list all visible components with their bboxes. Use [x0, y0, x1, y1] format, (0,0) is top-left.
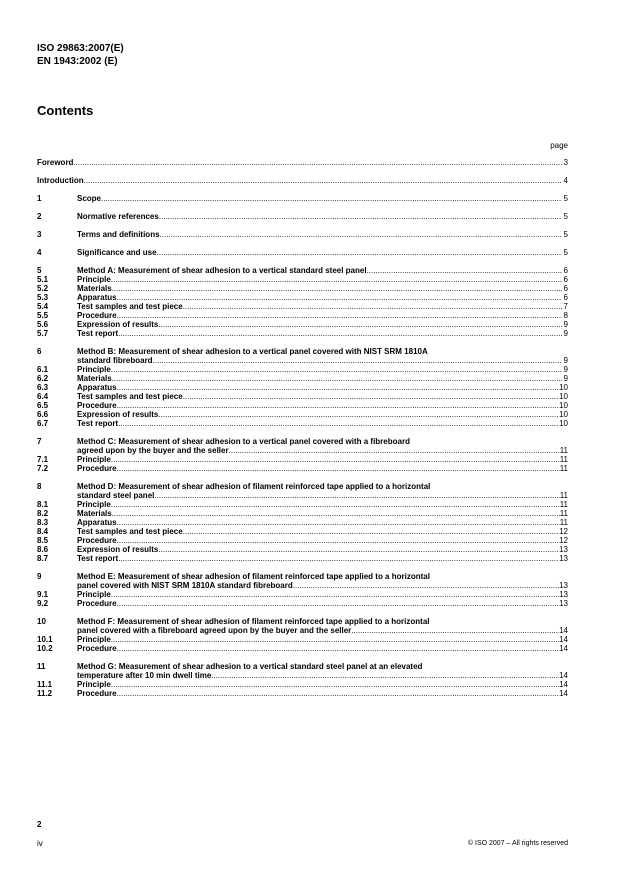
toc-entry-4[interactable]: 4 Significance and use ..... 5 — [37, 248, 568, 257]
toc-entry-6-2[interactable]: 6.2 Materials ..... 9 — [37, 374, 568, 383]
toc-entry-11-2[interactable]: 11.2 Procedure ..... 14 — [37, 689, 568, 698]
toc-entry-6-1[interactable]: 6.1 Principle ..... 9 — [37, 365, 568, 374]
toc-entry-5-6[interactable]: 5.6 Expression of results ..... 9 — [37, 320, 568, 329]
toc-entry-introduction[interactable]: Introduction ..... 4 — [37, 176, 568, 185]
footer-copyright: © ISO 2007 – All rights reserved — [467, 840, 568, 847]
toc-entry-9-1[interactable]: 9.1 Principle ..... 13 — [37, 590, 568, 599]
toc-entry-8-4[interactable]: 8.4 Test samples and test piece ..... 12 — [37, 527, 568, 536]
toc-entry-1[interactable]: 1 Scope ..... 5 — [37, 194, 568, 203]
toc-entry-7-2[interactable]: 7.2 Procedure ..... 11 — [37, 464, 568, 473]
toc-entry-8-continuation[interactable]: standard steel panel ..... 11 — [37, 491, 568, 500]
toc-entry-7-heading[interactable]: 7 Method C: Measurement of shear adhesion to a vertical panel covered with a fibreboard — [37, 437, 410, 446]
toc-entry-6-3[interactable]: 6.3 Apparatus ..... 10 — [37, 383, 568, 392]
header-standard-iso: ISO 29863:2007(E) — [37, 43, 124, 54]
toc-entry-11-continuation[interactable]: temperature after 10 min dwell time ..... 14 — [37, 671, 568, 680]
toc-entry-6-7[interactable]: 6.7 Test report ..... 10 — [37, 419, 568, 428]
page-column-label: page — [550, 141, 568, 150]
toc-entry-7-continuation[interactable]: agreed upon by the buyer and the seller ..... 11 — [37, 446, 568, 455]
toc-entry-8-3[interactable]: 8.3 Apparatus ..... 11 — [37, 518, 568, 527]
toc-entry-5-4[interactable]: 5.4 Test samples and test piece ..... 7 — [37, 302, 568, 311]
toc-entry-6-4[interactable]: 6.4 Test samples and test piece ..... 10 — [37, 392, 568, 401]
toc-entry-9-heading[interactable]: 9 Method E: Measurement of shear adhesion of filament reinforced tape applied to a horizontal — [37, 572, 430, 581]
page-title: Contents — [37, 103, 94, 118]
toc-entry-8-7[interactable]: 8.7 Test report ..... 13 — [37, 554, 568, 563]
toc-entry-foreword[interactable]: Foreword ..... 3 — [37, 158, 568, 167]
toc-entry-7-1[interactable]: 7.1 Principle ..... 11 — [37, 455, 568, 464]
toc-entry-6-6[interactable]: 6.6 Expression of results ..... 10 — [37, 410, 568, 419]
toc-entry-5-1[interactable]: 5.1 Principle ..... 6 — [37, 275, 568, 284]
toc-entry-10-2[interactable]: 10.2 Procedure ..... 14 — [37, 644, 568, 653]
toc-entry-5-3[interactable]: 5.3 Apparatus ..... 6 — [37, 293, 568, 302]
toc-entry-6-5[interactable]: 6.5 Procedure ..... 10 — [37, 401, 568, 410]
toc-entry-5-7[interactable]: 5.7 Test report ..... 9 — [37, 329, 568, 338]
toc-entry-9-2[interactable]: 9.2 Procedure ..... 13 — [37, 599, 568, 608]
toc-entry-5-5[interactable]: 5.5 Procedure ..... 8 — [37, 311, 568, 320]
toc-entry-11-1[interactable]: 11.1 Principle ..... 14 — [37, 680, 568, 689]
toc-entry-10-1[interactable]: 10.1 Principle ..... 14 — [37, 635, 568, 644]
toc-entry-8-1[interactable]: 8.1 Principle ..... 11 — [37, 500, 568, 509]
header-standard-en: EN 1943:2002 (E) — [37, 56, 118, 67]
table-of-contents — [37, 158, 568, 698]
toc-entry-8-5[interactable]: 8.5 Procedure ..... 12 — [37, 536, 568, 545]
footer-page-number: 2 — [37, 820, 42, 829]
toc-entry-2[interactable]: 2 Normative references ..... 5 — [37, 212, 568, 221]
toc-entry-10-heading[interactable]: 10 Method F: Measurement of shear adhesion of filament reinforced tape applied to a horizontal — [37, 617, 430, 626]
toc-entry-8-heading[interactable]: 8 Method D: Measurement of shear adhesion of filament reinforced tape applied to a horizontal — [37, 482, 431, 491]
toc-entry-5[interactable]: 5 Method A: Measurement of shear adhesion to a vertical standard steel panel ..... 6 — [37, 266, 568, 275]
toc-entry-8-6[interactable]: 8.6 Expression of results ..... 13 — [37, 545, 568, 554]
toc-entry-11-heading[interactable]: 11 Method G: Measurement of shear adhesion to a vertical standard steel panel at an elevated — [37, 662, 423, 671]
toc-entry-10-continuation[interactable]: panel covered with a fibreboard agreed upon by the buyer and the seller ..... 14 — [37, 626, 568, 635]
footer-roman-numeral: iv — [37, 839, 43, 848]
toc-entry-9-continuation[interactable]: panel covered with NIST SRM 1810A standard fibreboard ..... 13 — [37, 581, 568, 590]
toc-entry-8-2[interactable]: 8.2 Materials ..... 11 — [37, 509, 568, 518]
toc-entry-6-heading[interactable]: 6 Method B: Measurement of shear adhesion to a vertical panel covered with NIST SRM 1810A — [37, 347, 428, 356]
toc-entry-3[interactable]: 3 Terms and definitions ..... 5 — [37, 230, 568, 239]
toc-entry-5-2[interactable]: 5.2 Materials ..... 6 — [37, 284, 568, 293]
toc-entry-6-continuation[interactable]: standard fibreboard ..... 9 — [37, 356, 568, 365]
